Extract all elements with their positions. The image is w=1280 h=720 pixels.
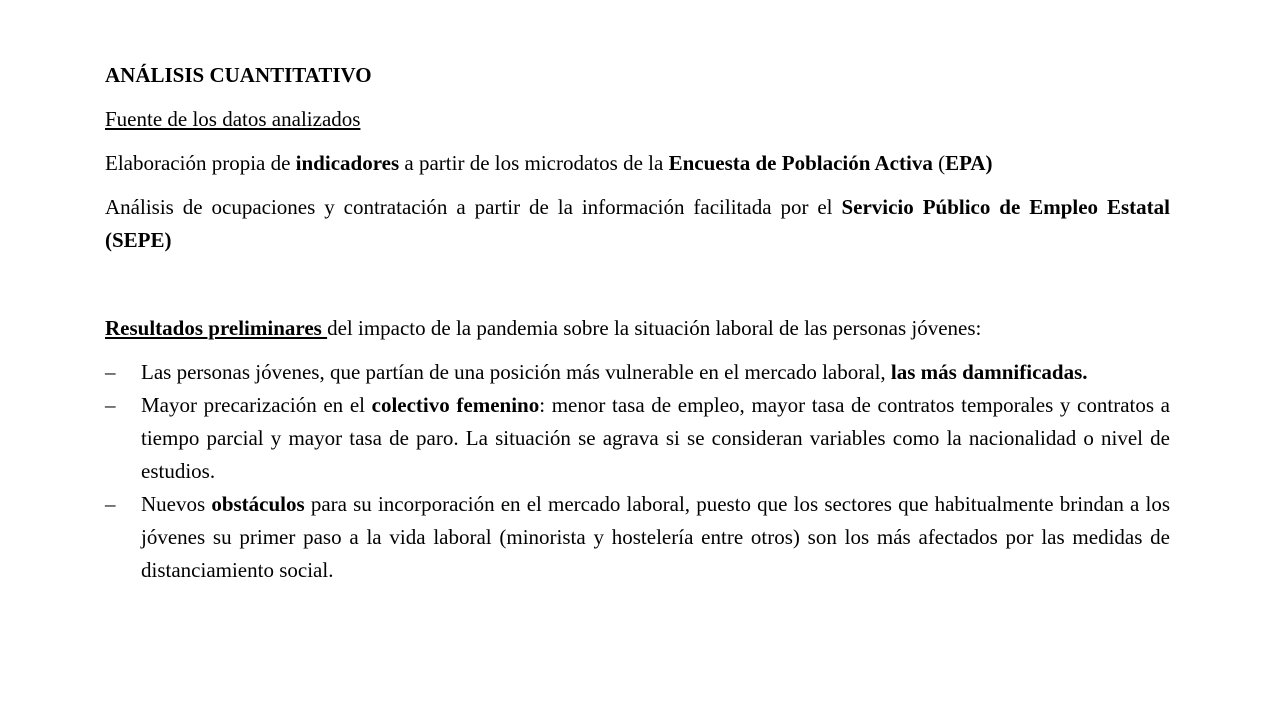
source-paragraph-epa [105,147,1170,180]
bullet-marker: – [105,360,116,384]
list-item [105,389,1170,488]
source-emphasis: Encuesta de Población Activa [668,151,933,175]
list-item-text: Las personas jóvenes, que partían de una posición más vulnerable en el mercado laboral, [141,360,891,384]
list-item [105,356,1170,389]
list-item-text: Mayor precarización en el [141,393,372,417]
data-source-subheading: Fuente de los datos analizados [105,107,361,131]
list-item [105,488,1170,587]
results-intro-text: del impacto de la pandemia sobre la situación laboral de las personas jóvenes: [327,316,982,340]
results-list [105,356,1170,587]
bullet-marker: – [105,393,116,417]
source-paragraph-sepe [105,191,1170,257]
source-emphasis: Servicio Público de Empleo Estatal (SEPE) [105,195,1170,252]
source-text: a partir de los microdatos de la [399,151,669,175]
source-text: ( [932,151,946,175]
section-spacer [105,268,1170,312]
list-item-emphasis: las más damnificadas. [890,360,1088,384]
section-heading: ANÁLISIS CUANTITATIVO [105,63,372,87]
list-item-emphasis: obstáculos [211,492,305,516]
bullet-marker: – [105,492,116,516]
source-text: Elaboración propia de [105,151,296,175]
source-emphasis: indicadores [295,151,400,175]
results-lead: Resultados preliminares [105,316,328,340]
list-item-emphasis: colectivo femenino [371,393,540,417]
slide-content [105,59,1170,587]
list-item-text: para su incorporación en el mercado laboral, puesto que los sectores que habitualmente brindan a los jóvenes su primer paso a la vida laboral (minorista y hostelería entre otros) son los más afectados por las medidas de distanciamiento social. [141,492,1170,582]
list-item-text: Nuevos [141,492,212,516]
source-text: Análisis de ocupaciones y contratación a partir de la información facilitada por el [105,195,842,219]
source-emphasis: EPA) [945,151,993,175]
results-intro [105,312,1170,345]
list-item-text: : menor tasa de empleo, mayor tasa de contratos temporales y contratos a tiempo parcial y mayor tasa de paro. La situación se agrava si se consideran variables como la nacionalidad o nivel de estudios. [141,393,1170,483]
